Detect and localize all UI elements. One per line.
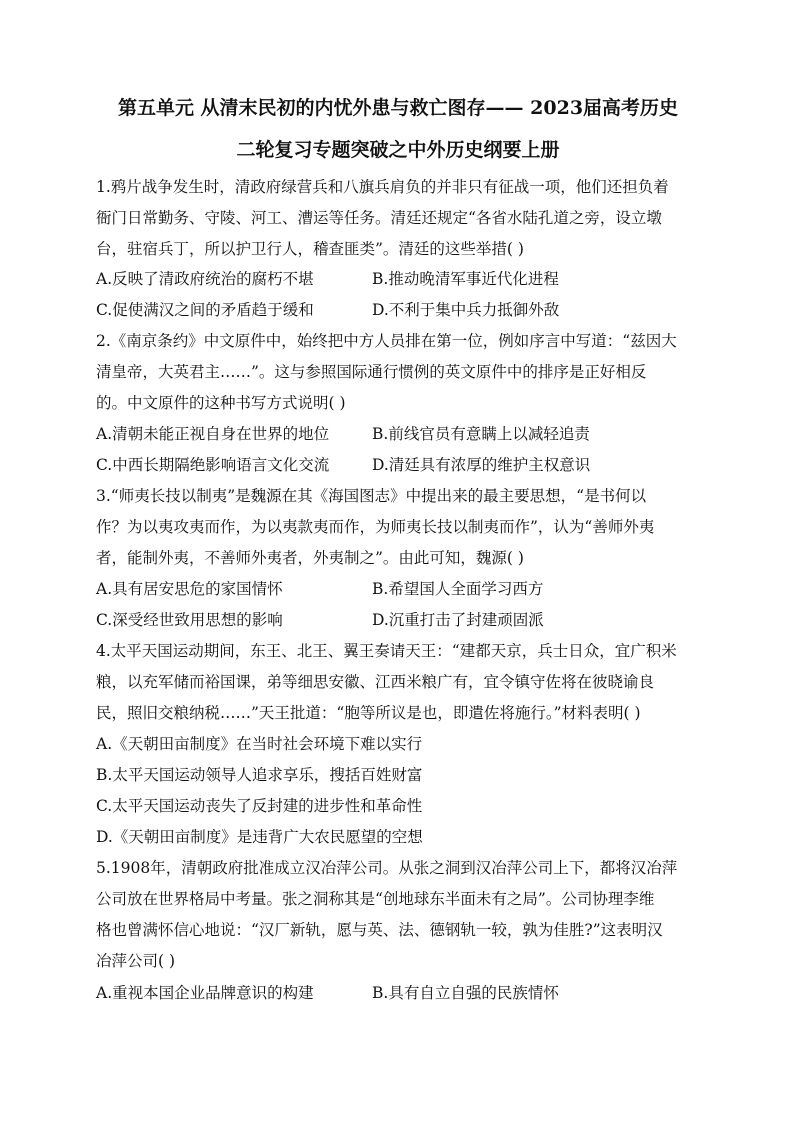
question-4-stem-line-2: 粮，以充军储而裕国课，弟等细思安徽、江西米粮广有，宜令镇守佐将在彼晓谕良	[96, 673, 655, 691]
question-2-option-c: C.中西长期隔绝影响语言文化交流	[96, 456, 330, 474]
question-5-stem-line-2: 公司放在世界格局中考量。张之洞称其是“创地球东半面未有之局”。公司协理李维	[96, 890, 655, 908]
question-5-stem-line-4: 冶萍公司( )	[96, 952, 176, 970]
question-2-option-d: D.清廷具有浓厚的维护主权意识	[372, 456, 591, 474]
question-5-stem-line-1: 5.1908年，清朝政府批准成立汉冶萍公司。从张之洞到汉冶萍公司上下，都将汉冶萍	[96, 859, 678, 877]
question-1-option-c: C.促使满汉之间的矛盾趋于缓和	[96, 301, 314, 319]
question-4-option-b: B.太平天国运动领导人追求享乐，搜括百姓财富	[96, 766, 423, 784]
question-3-stem-line-2: 作？为以夷攻夷而作，为以夷款夷而作，为师夷长技以制夷而作”，认为“善师外夷	[96, 518, 655, 536]
question-1-stem-line-2: 衙门日常勤务、守陵、河工、漕运等任务。清廷还规定“各省水陆孔道之旁，设立墩	[96, 209, 662, 227]
question-2-stem-line-2: 清皇帝，大英君主……”。这与参照国际通行惯例的英文原件中的排序是正好相反	[96, 363, 647, 381]
question-1-option-d: D.不利于集中兵力抵御外敌	[372, 301, 560, 319]
question-3-stem-line-1: 3.“师夷长技以制夷”是魏源在其《海国图志》中提出来的最主要思想，“是书何以	[96, 487, 647, 505]
question-4-stem-line-3: 民，照旧交粮纳税……”天王批道：“胞等所议是也，即遣佐将施行。”材料表明( )	[96, 704, 641, 722]
question-2-option-a: A.清朝未能正视自身在世界的地位	[96, 425, 330, 443]
question-1-option-b: B.推动晚清军事近代化进程	[372, 270, 559, 288]
question-5-option-a: A.重视本国企业品牌意识的构建	[96, 984, 314, 1002]
question-1-option-a: A.反映了清政府统治的腐朽不堪	[96, 270, 314, 288]
question-4-stem-line-1: 4.太平天国运动期间，东王、北王、翼王奏请天王：“建都天京，兵士日众，宜广积米	[96, 642, 677, 660]
question-3-option-d: D.沉重打击了封建顽固派	[372, 611, 544, 629]
question-2-stem-line-3: 的。中文原件的这种书写方式说明( )	[96, 394, 346, 412]
question-2-stem-line-1: 2.《南京条约》中文原件中，始终把中方人员排在第一位，例如序言中写道：“兹因大	[96, 332, 677, 350]
question-3-option-b: B.希望国人全面学习西方	[372, 580, 544, 598]
page-title: 第五单元 从清末民初的内忧外患与救亡图存—— 2023届高考历史	[117, 97, 679, 119]
question-1-stem-line-3: 台，驻宿兵丁，所以护卫行人，稽查匪类”。清廷的这些举措( )	[96, 240, 524, 258]
question-3-option-a: A.具有居安思危的家国情怀	[96, 580, 283, 598]
question-5-stem-line-3: 格也曾满怀信心地说：“汉厂新轨，愿与英、法、德钢轨一较，孰为佳胜?”这表明汉	[96, 921, 663, 939]
question-4-option-a: A.《天朝田亩制度》在当时社会环境下难以实行	[96, 735, 423, 753]
question-3-stem-line-3: 者，能制外夷，不善师外夷者，外夷制之”。由此可知，魏源( )	[96, 549, 524, 567]
question-4-option-c: C.太平天国运动丧失了反封建的进步性和革命性	[96, 797, 423, 815]
question-3-option-c: C.深受经世致用思想的影响	[96, 611, 283, 629]
question-1-stem-line-1: 1.鸦片战争发生时，清政府绿营兵和八旗兵肩负的并非只有征战一项，他们还担负着	[96, 178, 669, 196]
question-4-option-d: D.《天朝田亩制度》是违背广大农民愿望的空想	[96, 828, 423, 846]
page-subtitle: 二轮复习专题突破之中外历史纲要上册	[236, 139, 560, 161]
question-2-option-b: B.前线官员有意瞒上以减轻追责	[372, 425, 590, 443]
question-5-option-b: B.具有自立自强的民族情怀	[372, 984, 559, 1002]
